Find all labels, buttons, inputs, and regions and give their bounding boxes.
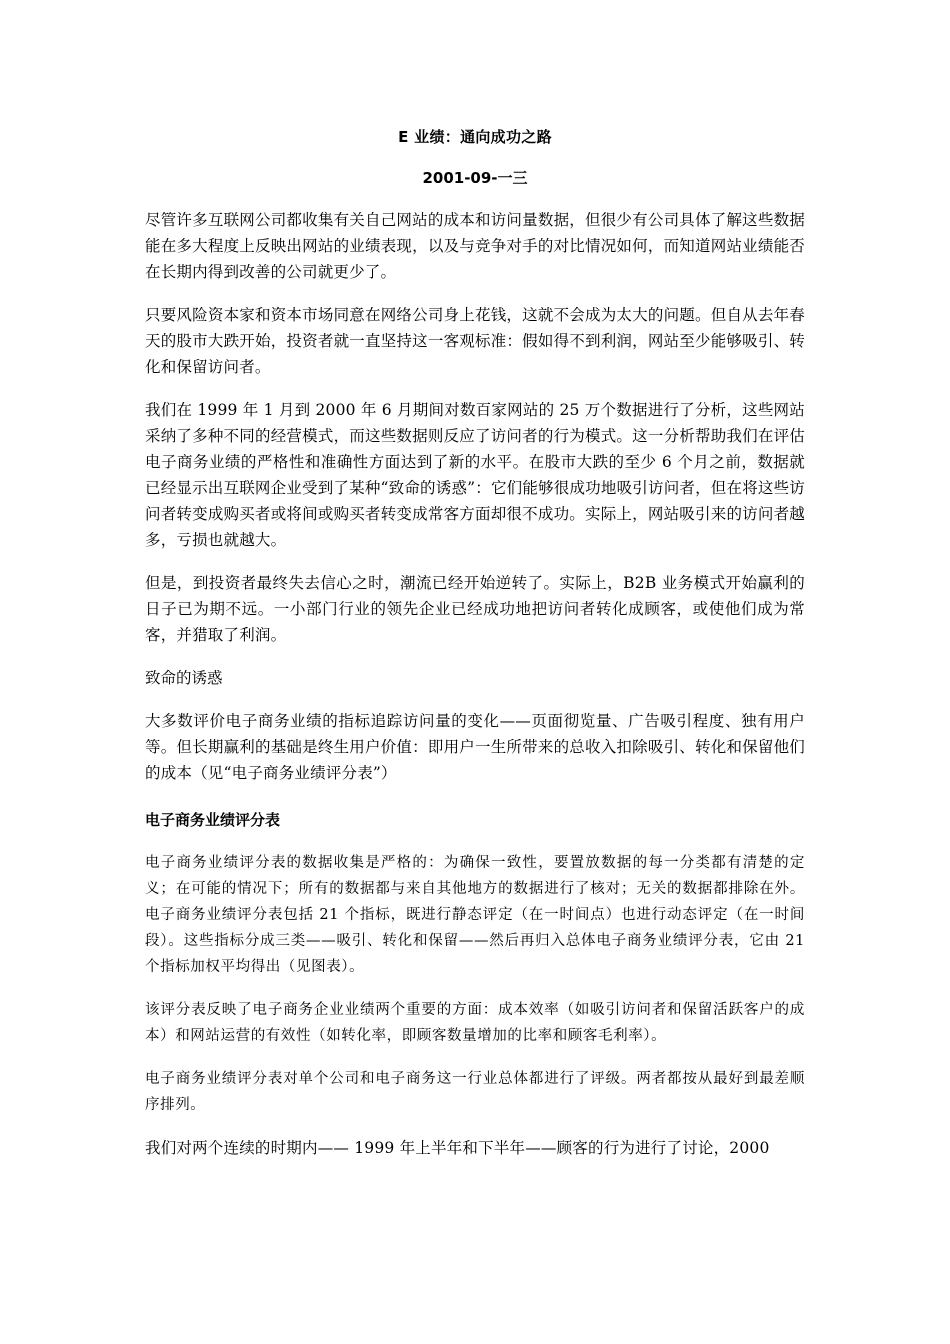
paragraph-1: 尽管许多互联网公司都收集有关自己网站的成本和访问量数据，但很少有公司具体了解这些数据能在多大程度上反映出网站的业绩表现，以及与竞争对手的对比情况如何，而知道网站业绩能否在长期内得到改善的公司就更少了。 [145, 211, 805, 281]
paragraph-7: 该评分表反映了电子商务企业业绩两个重要的方面：成本效率（如吸引访问者和保留活跃客户的成本）和网站运营的有效性（如转化率，即顾客数量增加的比率和顾客毛利率）。 [145, 1002, 805, 1044]
paragraph-8: 电子商务业绩评分表对单个公司和电子商务这一行业总体都进行了评级。两者都按从最好到最差顺序排列。 [145, 1071, 805, 1113]
paragraph-6: 电子商务业绩评分表的数据收集是严格的：为确保一致性，要置放数据的每一分类都有清楚的定义；在可能的情况下；所有的数据都与来自其他地方的数据进行了核对；无关的数据都排除在外。电子商务业绩评分表包括 21 个指标，既进行静态评定（在一时间点）也进行动态评定（在一时间段）。这些指标分成三类——吸引、转化和保留——然后再归入总体电子商务业绩评分表，它由 21 个指标加权平均得出（见图表）。 [145, 855, 805, 975]
paragraph-5: 大多数评价电子商务业绩的指标追踪访问量的变化——页面彻览量、广告吸引程度、独有用户等。但长期赢利的基础是终生用户价值：即用户一生所带来的总收入扣除吸引、转化和保留他们的成本（见“电子商务业绩评分表”） [145, 712, 805, 782]
subheading-fatal-temptation: 致命的诱惑 [145, 669, 223, 687]
document-title: E 业绩：通向成功之路 [398, 128, 552, 146]
subheading-scorecard: 电子商务业绩评分表 [145, 811, 281, 829]
paragraph-3: 我们在 1999 年 1 月到 2000 年 6 月期间对数百家网站的 25 万个数据进行了分析，这些网站采纳了多种不同的经营模式，而这些数据则反应了访问者的行为模式。这一分析帮助我们在评估电子商务业绩的严格性和准确性方面达到了新的水平。在股市大跌的至少 6 个月之前，数据就已经显示出互联网企业受到了某种“致命的诱惑”：它们能够很成功地吸引访问者，但在将这些访问者转变成购买者或将间或购买者转变成常客方面却很不成功。实际上，网站吸引来的访问者越多，亏损也就越大。 [145, 401, 805, 549]
document-date: 2001-09-一三 [422, 169, 528, 187]
paragraph-9: 我们对两个连续的时期内—— 1999 年上半年和下半年——顾客的行为进行了讨论，2000 [145, 1139, 770, 1157]
paragraph-4: 但是，到投资者最终失去信心之时，潮流已经开始逆转了。实际上，B2B 业务模式开始赢利的日子已为期不远。一小部门行业的领先企业已经成功地把访问者转化成顾客，或使他们成为常客，并猎取了利润。 [145, 574, 805, 644]
document-body [145, 124, 805, 1161]
paragraph-2: 只要风险资本家和资本市场同意在网络公司身上花钱，这就不会成为太大的问题。但自从去年春天的股市大跌开始，投资者就一直坚持这一客观标准：假如得不到利润，网站至少能够吸引、转化和保留访问者。 [145, 306, 805, 376]
